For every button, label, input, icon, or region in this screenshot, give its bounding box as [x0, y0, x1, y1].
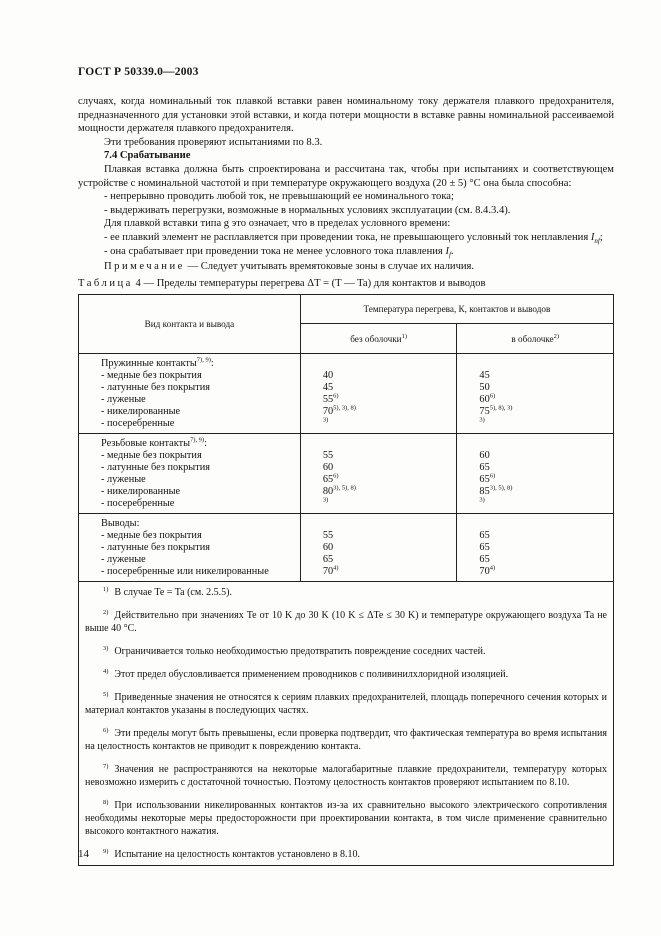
footnote: [85, 799, 607, 838]
footnote-number: 2): [103, 608, 109, 616]
row-value: 3): [479, 496, 485, 504]
row-value: 55$^{6)}$: [322, 392, 339, 406]
spacer: [301, 438, 457, 450]
row-value: 3): [322, 496, 329, 504]
row-value: 70$^{4)}$: [479, 564, 496, 578]
group-values-case: [457, 434, 614, 514]
footnote-number: 7): [103, 762, 109, 770]
row-value: 55: [322, 530, 334, 542]
row-value: 60: [322, 462, 334, 474]
paragraph-3: Плавкая вставка должна быть спроектирована и рассчитана так, чтобы при испытаниях и соответствующем устройстве с номинальной частотой и при температуре окружающего воздуха (20 ± 5) °С она была способна:: [78, 163, 614, 189]
row-value: 55: [322, 450, 334, 462]
footnote-text: Эти пределы могут быть превышены, если проверка подтвердит, что фактическая температура во время испытания на целостность контактов не приводит к повреждению контакта.: [85, 728, 607, 753]
footnote-text: Действительно при значениях Te от 10 K до 30 K (10 K ≤ ΔTe ≤ 30 K) и температуре окружающего воздуха Ta не выше 40 °С.: [85, 610, 607, 635]
bullet-2: - выдерживать перегрузки, возможные в нормальных условиях эксплуатации (см. 8.4.3.4).: [104, 204, 511, 216]
row-label: - медные без покрытия: [101, 370, 202, 382]
table-group: [79, 434, 614, 514]
spacer: [301, 518, 457, 530]
footnote-number: 4): [103, 667, 109, 675]
spacer: [301, 358, 457, 370]
footnote: [85, 763, 607, 789]
row-label: - медные без покрытия: [101, 530, 202, 542]
row-value: $75^{5), 8), 3)}$: [479, 404, 513, 418]
paragraph-2: Эти требования проверяют испытаниями по 8.3.: [104, 136, 323, 148]
footnote: [85, 609, 607, 635]
row-label: - посеребренные или никелированные: [101, 566, 269, 578]
row-value: 65$^{6)}$: [322, 472, 339, 486]
footnote-text: Ограничивается только необходимостью предотвратить повреждение соседних частей.: [114, 646, 486, 658]
footnotes: [79, 582, 614, 866]
row-value: 60: [322, 542, 334, 554]
page-number: 14: [78, 848, 89, 860]
row-value: 65: [479, 554, 490, 566]
row-value: 60$^{6)}$: [479, 392, 496, 406]
section-heading: 7.4 Срабатывание: [104, 150, 191, 162]
bullet-3: - ее плавкий элемент не расплавляется при проведении тока, не превышающего условный ток неплавления $I_{nf}$;: [104, 231, 603, 246]
col-temp-header: Температура перегрева, К, контактов и выводов: [300, 295, 613, 323]
group-labels: [79, 354, 301, 434]
footnote: [85, 727, 607, 753]
row-value: 70$^{4)}$: [322, 564, 339, 578]
row-value: 40: [322, 370, 334, 382]
footnote-number: 8): [103, 798, 109, 806]
row-value: $70^{5), 3), 8)}$: [322, 404, 356, 418]
table-group: [79, 354, 614, 434]
group-values-nocase: [300, 434, 457, 514]
footnote-number: 9): [103, 847, 109, 855]
row-value: 65: [479, 530, 490, 542]
group-labels: [79, 514, 301, 582]
footnote: [85, 645, 607, 658]
group-values-nocase: [300, 354, 457, 434]
group-values-case: [457, 354, 614, 434]
standard-header: ГОСТ Р 50339.0—2003: [78, 66, 199, 78]
group-title: Резьбовые контакты$^{7), 9)}$:: [101, 436, 207, 450]
row-label: - луженые: [101, 554, 146, 566]
row-value: 3): [479, 416, 485, 424]
col-kind-header: Вид контакта и вывода: [79, 295, 301, 354]
col-nocase-header: без оболочки$^{1)}$: [300, 323, 457, 354]
footnote-number: 5): [103, 690, 109, 698]
footnote-number: 1): [103, 585, 109, 593]
footnote: [85, 691, 607, 717]
paragraph-1: случаях, когда номинальный ток плавкой вставки равен номинальному току держателя плавкого предохранителя, предназначенного для установки этой вставки, и когда потери мощности в вставке равны номинальной рассеиваемой мощности держателя плавкого предохранителя.: [78, 96, 614, 135]
spacer: [457, 518, 613, 530]
row-value: 65: [479, 462, 490, 474]
temperature-table: [78, 294, 614, 866]
footnote: [85, 586, 607, 599]
col-case-header: в оболочке$^{2)}$: [457, 323, 614, 354]
row-value: 65: [322, 554, 334, 566]
footnote-text: В случае Te = Ta (см. 2.5.5).: [114, 587, 233, 599]
row-label: - луженые: [101, 474, 146, 486]
row-value: 60: [479, 450, 490, 462]
row-value: 65$^{6)}$: [479, 472, 496, 486]
footnote: [85, 848, 607, 861]
spacer: [457, 438, 613, 450]
footnote: [85, 668, 607, 681]
row-value: $80^{3), 5), 8)}$: [322, 484, 356, 498]
table-group: [79, 514, 614, 582]
document-body: [78, 95, 614, 866]
row-value: 65: [479, 542, 490, 554]
footnote-text: Приведенные значения не относятся к сериям плавких предохранителей, площадь поперечного сечения которых и материал контактов указаны в последующих частях.: [85, 692, 607, 717]
group-title: Выводы:: [101, 518, 140, 530]
footnote-text: Значения не распространяются на некоторые малогабаритные плавкие предохранители, температуру которых невозможно измерить с достаточной точностью. Поэтому целостность контактов проверяют испытанием по 8.10.: [85, 764, 607, 789]
row-label: - посеребренные: [101, 418, 175, 430]
row-value: $85^{3), 5), 8)}$: [479, 484, 513, 498]
row-label: - никелированные: [101, 406, 181, 418]
row-label: - латунные без покрытия: [101, 382, 210, 394]
group-labels: [79, 434, 301, 514]
group-title: Пружинные контакты$^{7), 9)}$:: [101, 356, 214, 370]
row-value: 3): [322, 416, 329, 424]
table-caption: Таблица 4 — Пределы температуры перегрева ΔT = (T — Ta) для контактов и выводов: [78, 277, 486, 289]
row-label: - посеребренные: [101, 498, 175, 510]
spacer: [457, 358, 613, 370]
bullet-1: - непрерывно проводить любой ток, не превышающий ее номинального тока;: [104, 191, 454, 203]
row-label: - никелированные: [101, 486, 181, 498]
footnote-number: 3): [103, 644, 109, 652]
note: Примечание — Следует учитывать времятоковые зоны в случае их наличия.: [104, 261, 475, 273]
row-label: - латунные без покрытия: [101, 462, 210, 474]
footnote-text: При использовании никелированных контактов из-за их сравнительно высокого электрического сопротивления необходимы некоторые меры предосторожности при проектировании контакта, в том числе применение сравнительно высокого контактного нажатия.: [85, 800, 607, 838]
footnote-number: 6): [103, 726, 109, 734]
footnote-text: Испытание на целостность контактов установлено в 8.10.: [114, 849, 360, 861]
row-value: 45: [479, 370, 490, 382]
row-value: 45: [322, 382, 334, 394]
group-values-case: [457, 514, 614, 582]
row-label: - медные без покрытия: [101, 450, 202, 462]
group-values-nocase: [300, 514, 457, 582]
bullet-4: - она срабатывает при проведении тока не менее условного тока плавления $I_f$.: [104, 245, 454, 259]
row-label: - луженые: [101, 394, 146, 406]
row-value: 50: [479, 382, 490, 394]
paragraph-4: Для плавкой вставки типа g это означает, что в пределах условного времени:: [104, 218, 451, 230]
footnote-text: Этот предел обусловливается применением проводников с поливинилхлоридной изоляцией.: [114, 669, 509, 681]
row-label: - латунные без покрытия: [101, 542, 210, 554]
